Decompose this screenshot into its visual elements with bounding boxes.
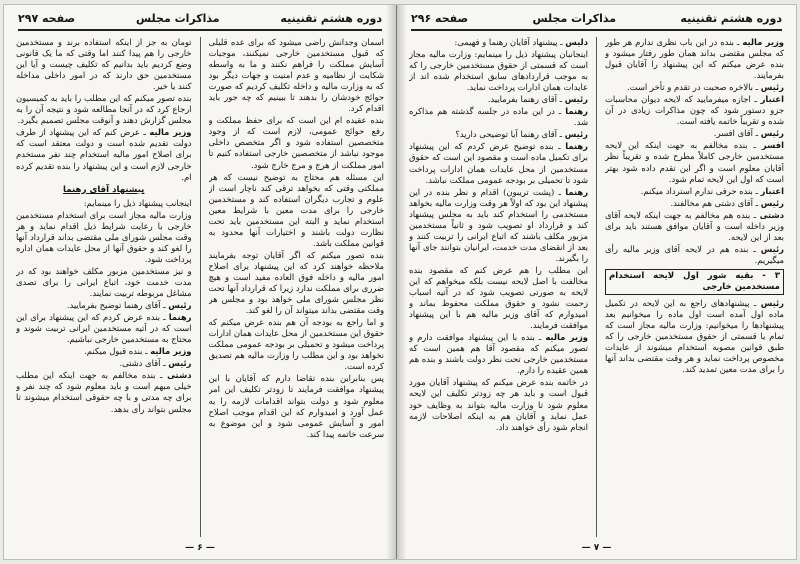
speech-text: در این ماده در جلسه گذشته هم مذاکره شد. xyxy=(409,106,588,128)
speaker-separator: ـ xyxy=(750,94,761,105)
speech-text: آقای دشتی. xyxy=(119,358,161,369)
speech-paragraph xyxy=(16,346,192,357)
speech-paragraph xyxy=(409,141,588,185)
speaker-separator: ـ xyxy=(747,140,762,151)
speaker-name: وزیر مالیه xyxy=(545,332,588,343)
gutter-shadow xyxy=(397,5,407,559)
left-page-body xyxy=(16,37,384,537)
speaker-separator: ـ xyxy=(752,128,761,139)
speech-text: بنده عرض کردم که این پیشنهاد برای این است که در آتیه مستخدمین ایرانی تربیت شوند و محتاج به مستخدمین خارجی نباشیم. xyxy=(15,312,192,345)
speaker-separator: ـ xyxy=(733,37,743,47)
speech-paragraph xyxy=(16,127,192,182)
right-page-title: مذاکرات مجلس xyxy=(532,12,617,25)
speech-paragraph xyxy=(16,358,192,369)
right-page-header xyxy=(411,11,782,31)
document-spread xyxy=(3,4,797,560)
speech-text: بنده مخالفم به جهت اینکه این مطلب خیلی مبهم است و باید معلوم شود که چند نفر و برای چه مدتی و با چه حقوقی استخدام میشوند تا مجلس بتواند رأی بدهد. xyxy=(15,370,192,414)
speech-text: بنده هم مخالفم به جهت اینکه لایحه آقای وزیر داخله است و آقایان موافق هستند باید برای بعد از این لایحه. xyxy=(605,209,784,242)
right-page-label: صفحه ۲۹۶ xyxy=(411,12,469,25)
left-page-session: دوره هشتم تقنینیه xyxy=(280,12,383,25)
speech-text: بنده قبول میکنم. xyxy=(84,346,143,357)
right-page-session: دوره هشتم تقنینیه xyxy=(680,12,782,25)
speaker-separator: ـ xyxy=(160,300,169,311)
gutter-shadow xyxy=(386,5,396,559)
speaker-name: دلیس xyxy=(565,37,588,47)
speaker-name: اعتبار xyxy=(760,94,784,105)
speech-paragraph xyxy=(605,198,784,209)
left-page-title: مذاکرات مجلس xyxy=(135,12,220,25)
speaker-separator: ـ xyxy=(142,346,151,357)
body-paragraph: و نیز مستخدمین مزبور مکلف خواهند بود که در مدت خدمت خود، اتباع ایرانی را برای تصدی مشاغل مربوطه تربیت نمایند. xyxy=(15,265,192,299)
speech-paragraph xyxy=(409,187,588,264)
speaker-separator: ـ xyxy=(139,127,150,138)
left-page xyxy=(4,5,397,559)
speech-paragraph xyxy=(16,312,192,345)
speaker-name: رهنما xyxy=(168,312,192,323)
speech-paragraph xyxy=(409,106,588,128)
speaker-separator: ـ xyxy=(556,129,565,140)
speech-text: بنده مخالفم به جهت اینکه این لایحه مستخدمین خارجی کاملاً مطرح شده و تقریباً نظر آقایان معلوم است و اگر این تقدم داده شود بهتر است که اول این لایحه تمام شود. xyxy=(605,140,784,184)
speaker-separator: ـ xyxy=(752,185,761,196)
speaker-name: رهنما xyxy=(565,186,588,197)
speech-text: (پشت تریبون) اقدام و نظر بنده در این پیشنهاد این بود که اولاً هر وقت وزارت مالیه بخواهد مستخدمی را استخدام کند باید به مجلس پیشنهاد کند و قرارداد او تصویب شود و ثانیاً مستخدمین مزبور مکلف باشند که اتباع ایرانی را تربیت کنند و بعد از انقضای مدت خدمت، ایرانیان بتوانند جای آنها را بگیرند. xyxy=(409,186,588,263)
speech-text: آقای رهنما توضیح بفرمایید. xyxy=(66,300,161,311)
speaker-name: وزیر مالیه xyxy=(150,346,192,357)
speech-text: آقای افسر. xyxy=(713,128,753,139)
speech-paragraph xyxy=(409,332,588,376)
speech-text: بنده در این باب نظری ندارم هر طور که مجلس مقتضی بداند همان طور رفتار میشود و بنده عرض میکنم که این پیشنهاد را آقایان قبول بفرمایند. xyxy=(605,37,784,81)
body-paragraph: بنده عقیده ام این است که برای حفظ مملکت و رفع حوائج عمومی، لازم است که از وجود متخصصین استفاده شود و اگر متخصص داخلی موجود نباشد از متخصصین خارجی استفاده کنیم تا امور مملکت از هرج و مرج خارج شود. xyxy=(208,115,385,170)
speech-paragraph xyxy=(16,300,192,311)
speech-paragraph xyxy=(605,37,784,81)
speaker-name: افسر xyxy=(761,140,784,151)
speech-text: بنده با این پیشنهاد موافقت دارم و تصور میکنم که مقصود آقا هم همین است که مستخدمین خارجی تحت نظر دولت باشند و بنده هم همین عقیده را دارم. xyxy=(409,332,588,376)
speaker-separator: ـ xyxy=(155,370,168,381)
body-paragraph: و اما راجع به بودجه آن هم بنده عرض میکنم که حقوق این مستخدمین از محل عایدات همان ادارات پرداخت میشود و تحمیلی بر بودجه عمومی مملکت نخواهد بود و این مطلب را وزارت مالیه هم تصدیق کرده است. xyxy=(208,317,385,372)
speaker-name: رهنما xyxy=(565,141,588,152)
body-paragraph: این مطلب را هم عرض کنم که مقصود بنده مخالفت با اصل لایحه نیست بلکه میخواهم که این لایحه به صورتی تصویب شود که در آتیه اسباب زحمت نشود و حقوق مملکت محفوظ بماند و امیدوارم که آقای وزیر مالیه هم با این پیشنهاد موافقت فرمایند. xyxy=(409,264,588,331)
speech-paragraph xyxy=(16,370,192,414)
body-paragraph: در خاتمه بنده عرض میکنم که پیشنهاد آقایان مورد قبول است و باید هر چه زودتر تکلیف این لایحه معلوم شود تا وزارت مالیه بتواند به وظایف خود عمل نماید و آقایان هم به اینکه اصلاحات لازمه انجام شود رأی خواهند داد. xyxy=(409,377,588,432)
right-page-number: — ۷ — xyxy=(581,543,612,553)
speaker-separator: ـ xyxy=(750,209,760,220)
speaker-name: رئیس xyxy=(168,300,192,311)
body-paragraph: پس بنابراین بنده تقاضا دارم که آقایان با این پیشنهاد موافقت فرمایند تا زودتر تکلیف این امر معلوم شود و دولت بتواند اقدامات لازمه را به عمل آورد و امیدوارم که این اقدام موجب اصلاح امور و آسایش عمومی شود و این موضوع به سرعت خاتمه پیدا کند. xyxy=(208,373,385,439)
speaker-separator: ـ xyxy=(556,94,565,105)
left-page-label: صفحه ۲۹۷ xyxy=(18,12,76,25)
speech-text: بنده هم در لایحه آقای وزیر مالیه رأی میگیریم. xyxy=(605,243,784,265)
left-page-number: — ۶ — xyxy=(185,543,215,553)
speech-paragraph xyxy=(409,37,588,48)
right-page-body xyxy=(409,37,784,537)
body-paragraph: تومان به جز از اینکه استفاده برند و مستخدمین خارجی را هم پیدا کنند اما وقتی که ما یک قانونی وضع کردیم باید بدانیم که تکلیف چیست و آیا این مستخدمین حق دارند که در امور داخلی مداخله کنند یا خیر. xyxy=(15,37,192,92)
speaker-name: رئیس xyxy=(760,82,784,93)
speech-paragraph xyxy=(605,94,784,127)
speaker-name: رئیس xyxy=(168,358,192,369)
speaker-separator: ـ xyxy=(554,186,566,197)
speaker-separator: ـ xyxy=(160,358,169,369)
speaker-name: رهنما xyxy=(565,106,588,117)
body-paragraph: اینجانب پیشنهاد ذیل را مینمایم: xyxy=(83,197,192,208)
speaker-name: دشتی xyxy=(167,370,192,381)
speech-paragraph xyxy=(605,210,784,243)
body-paragraph: بنده تصور میکنم که این مطلب را باید به کمیسیون ارجاع کرد که در آنجا مطالعه شود و نتیجه آن را به مجلس گزارش دهند و آنوقت مجلس تصمیم بگیرد. xyxy=(15,93,192,126)
speech-paragraph xyxy=(409,94,588,105)
speech-text: بنده توضیح عرض کردم که این پیشنهاد برای تکمیل ماده است و مقصود این است که حقوق مستخدمین از محل عایدات همان ادارات پرداخت شود تا تحمیلی بر بودجه عمومی مملکت نباشد. xyxy=(409,141,588,185)
speech-text: اجازه میفرمایید که لایحه دیوان محاسبات جزو دستور شود که چون مذاکرات زیادی در آن شده و تقریباً خاتمه یافته است. xyxy=(605,94,784,127)
speech-paragraph xyxy=(605,298,784,375)
right-page-column-right xyxy=(605,37,784,537)
speaker-separator: ـ xyxy=(160,312,169,323)
speaker-name: وزیر مالیه xyxy=(149,127,192,138)
speaker-name: رئیس xyxy=(760,128,784,139)
column-divider xyxy=(200,37,201,537)
speaker-name: وزیر مالیه xyxy=(742,37,784,47)
left-page-column-left xyxy=(16,37,192,537)
body-paragraph: بنده تصور میکنم که اگر آقایان توجه بفرمایند ملاحظه خواهند کرد که این پیشنهاد برای اصلاح امور مالیه و داخله فوق العاده مفید است و هیچ ضرری برای مملکت ندارد زیرا که قرارداد آنها تحت نظر مجلس شورای ملی خواهد بود و مجلس هر وقت مقتضی بداند میتواند آن را لغو کند. xyxy=(208,249,385,316)
speech-paragraph xyxy=(605,244,784,266)
speech-paragraph xyxy=(409,129,588,140)
speaker-separator: ـ xyxy=(553,141,566,152)
speaker-name: رئیس xyxy=(564,129,588,140)
speaker-name: دشتی xyxy=(759,209,784,220)
speech-paragraph xyxy=(605,186,784,197)
body-paragraph: وزارت مالیه مجاز است برای استخدام مستخدمین خارجی با رعایت شرایط ذیل اقدام نماید و هر وقت مجلس شورای ملی مقتضی بداند قرارداد آنها را لغو کند و حقوق آنها از محل عایدات همان اداره پرداخت شود. xyxy=(15,209,192,264)
left-page-header xyxy=(18,11,382,31)
speech-paragraph xyxy=(605,128,784,139)
speech-text: عرض کنم که این پیشنهاد از طرف دولت تقدیم شده است و دولت معتقد است که برای اصلاح امور مالیه استخدام چند نفر مستخدم خارجی لازم است و این پیشنهاد را بنده تقدیم کرده ام. xyxy=(15,127,192,182)
speech-text: آقای رهنما آیا توضیحی دارید؟ xyxy=(455,129,557,140)
speaker-separator: ـ xyxy=(752,197,761,208)
right-page-column-left xyxy=(409,37,588,537)
speaker-name: رئیس xyxy=(760,197,784,208)
speech-paragraph xyxy=(605,82,784,93)
speaker-separator: ـ xyxy=(554,106,566,117)
speaker-separator: ـ xyxy=(749,298,761,309)
speaker-name: رئیس xyxy=(760,243,784,254)
speaker-separator: ـ xyxy=(752,82,761,93)
speaker-name: رئیس xyxy=(760,298,784,309)
speech-text: آقای دشتی هم مخالفند. xyxy=(670,197,753,208)
speech-text: پیشنهاد آقایان رهنما و فهیمی: xyxy=(454,37,558,47)
speaker-separator: ـ xyxy=(534,332,546,343)
speech-text: آقای رهنما بفرمایید. xyxy=(487,94,557,105)
speaker-name: رئیس xyxy=(564,94,588,105)
speaker-name: اعتبار xyxy=(760,185,784,196)
speaker-separator: ـ xyxy=(748,243,761,254)
proposal-title: پیشنهاد آقای رهنما xyxy=(63,184,145,195)
body-paragraph: اسمان وجدانش راضی میشود که برای عده قلیلی که قبول مستخدمین خارجی نمیکنند، موجبات آسایش مملکت را فراهم نکنند و ما به واسطه شکایت از نظامیه و عدم امنیت و جهات دیگر بود که به وزارت مالیه و داخله تکلیف کردیم که صورت حوائج خودشان را بدهند تا ببینیم که چه جور باید اقدام کرد. xyxy=(208,37,385,114)
right-page xyxy=(397,5,796,559)
speech-text: بنده حرفی ندارم استرداد میکنم. xyxy=(640,185,753,196)
body-paragraph: اینجانبان پیشنهاد ذیل را مینمایم: وزارت مالیه مجاز است که قسمتی از حقوق مستخدمین خارجی را که به موجب قراردادهای سابق استخدام شده اند از عایدات همان ادارات پرداخت نماید. xyxy=(409,49,588,93)
body-paragraph: این مسئله هم محتاج به توضیح نیست که هر مملکتی وقتی که بخواهد ترقی کند ناچار است از علوم و تجارب دیگران استفاده کند و مستخدمین خارجی را برای مدت معین با شرایط معین استخدام نماید و البته این مستخدمین باید تحت نظارت دولت باشند و اختیارات آنها محدود به قوانین مملکت باشد. xyxy=(208,171,385,248)
column-divider xyxy=(596,37,597,537)
speech-text: پیشنهادهای راجع به این لایحه در تکمیل ماده اول آمده است اول ماده را میخوانیم بعد پیشنهادها را میخوانیم: وزارت مالیه مجاز است که تمام یا قسمتی از حقوق مستخدمین خارجی را که طبق قوانین مصوبه استخدام میشوند از عایدات مخصوص پرداخت نماید و هر وقت مقتضی بداند آنها را برای مدت معین تمدید کند. xyxy=(605,298,784,375)
section-heading: ۳ - بقیه شور اول لایحه استخدام مستخدمین خارجی xyxy=(605,269,784,295)
speech-paragraph xyxy=(605,140,784,184)
left-page-column-right xyxy=(209,37,385,537)
speaker-separator: ـ xyxy=(557,37,566,47)
speech-text: بالاخره صحبت در تقدم و تأخر است. xyxy=(627,82,753,93)
